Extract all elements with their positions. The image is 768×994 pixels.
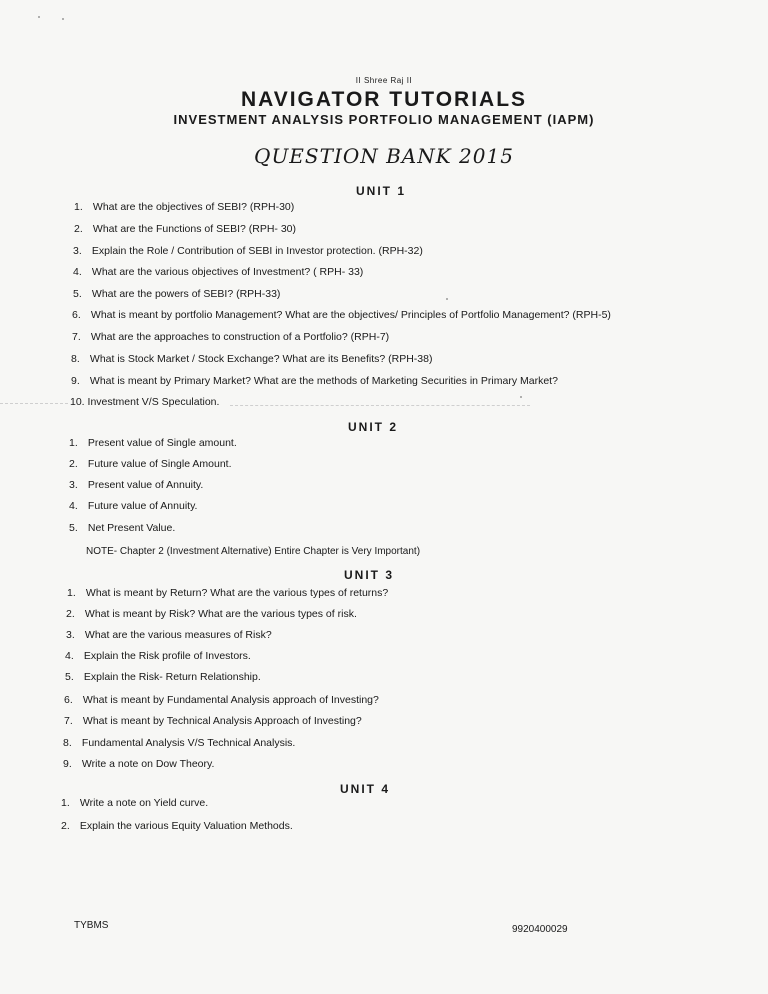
list-item: 2. What are the Functions of SEBI? (RPH- 30) — [74, 223, 297, 235]
scan-line — [0, 403, 68, 404]
unit-3-heading: UNIT 3 — [344, 568, 395, 582]
list-item: 1. What are the objectives of SEBI? (RPH-30) — [74, 201, 295, 213]
list-item: 5. Net Present Value. — [69, 522, 176, 534]
list-item: 9. What is meant by Primary Market? What are the methods of Marketing Securities in Primary Market? — [71, 375, 558, 387]
list-item: 10. Investment V/S Speculation. — [70, 396, 220, 408]
list-item: 2. Explain the various Equity Valuation Methods. — [61, 820, 293, 832]
list-item: 7. What are the approaches to construction of a Portfolio? (RPH-7) — [72, 331, 390, 343]
unit-4-heading: UNIT 4 — [340, 782, 391, 796]
page-title: QUESTION BANK 2015 — [254, 144, 514, 168]
scan-speck — [62, 18, 64, 20]
list-item: 5. Explain the Risk- Return Relationship. — [65, 671, 261, 683]
footer-phone: 9920400029 — [512, 924, 568, 935]
list-item: 5. What are the powers of SEBI? (RPH-33) — [73, 288, 281, 300]
list-item: 8. What is Stock Market / Stock Exchange? What are its Benefits? (RPH-38) — [71, 353, 433, 365]
list-item: 9. Write a note on Dow Theory. — [63, 758, 215, 770]
list-item: 1. Present value of Single amount. — [69, 437, 237, 449]
list-item: 3. What are the various measures of Risk? — [66, 629, 272, 641]
list-item: 2. Future value of Single Amount. — [69, 458, 232, 470]
list-item: 2. What is meant by Risk? What are the various types of risk. — [66, 608, 357, 620]
subject-title: INVESTMENT ANALYSIS PORTFOLIO MANAGEMENT (IAPM) — [173, 112, 595, 127]
footer-course: TYBMS — [74, 920, 109, 931]
list-item: 4. What are the various objectives of Investment? ( RPH- 33) — [73, 266, 364, 278]
list-item: 7. What is meant by Technical Analysis Approach of Investing? — [64, 715, 362, 727]
list-item: 3. Explain the Role / Contribution of SEBI in Investor protection. (RPH-32) — [73, 245, 423, 257]
unit-1-heading: UNIT 1 — [356, 184, 407, 198]
list-item: 6. What is meant by Fundamental Analysis approach of Investing? — [64, 694, 379, 706]
scan-speck — [446, 298, 448, 300]
list-item: 4. Explain the Risk profile of Investors. — [65, 650, 251, 662]
list-item: 6. What is meant by portfolio Management? What are the objectives/ Principles of Portfolio Management? (RPH-5) — [72, 309, 611, 321]
institute-name: NAVIGATOR TUTORIALS — [240, 88, 528, 111]
scan-speck — [520, 396, 522, 398]
list-item: 4. Future value of Annuity. — [69, 500, 198, 512]
scan-speck — [38, 16, 40, 18]
unit-2-note: NOTE- Chapter 2 (Investment Alternative) Entire Chapter is Very Important) — [86, 546, 421, 557]
list-item: 8. Fundamental Analysis V/S Technical Analysis. — [63, 737, 296, 749]
list-item: 3. Present value of Annuity. — [69, 479, 204, 491]
list-item: 1. Write a note on Yield curve. — [61, 797, 209, 809]
list-item: 1. What is meant by Return? What are the various types of returns? — [67, 587, 389, 599]
scan-line — [230, 405, 530, 406]
blessing-line: II Shree Raj II — [355, 76, 413, 85]
unit-2-heading: UNIT 2 — [348, 420, 399, 434]
